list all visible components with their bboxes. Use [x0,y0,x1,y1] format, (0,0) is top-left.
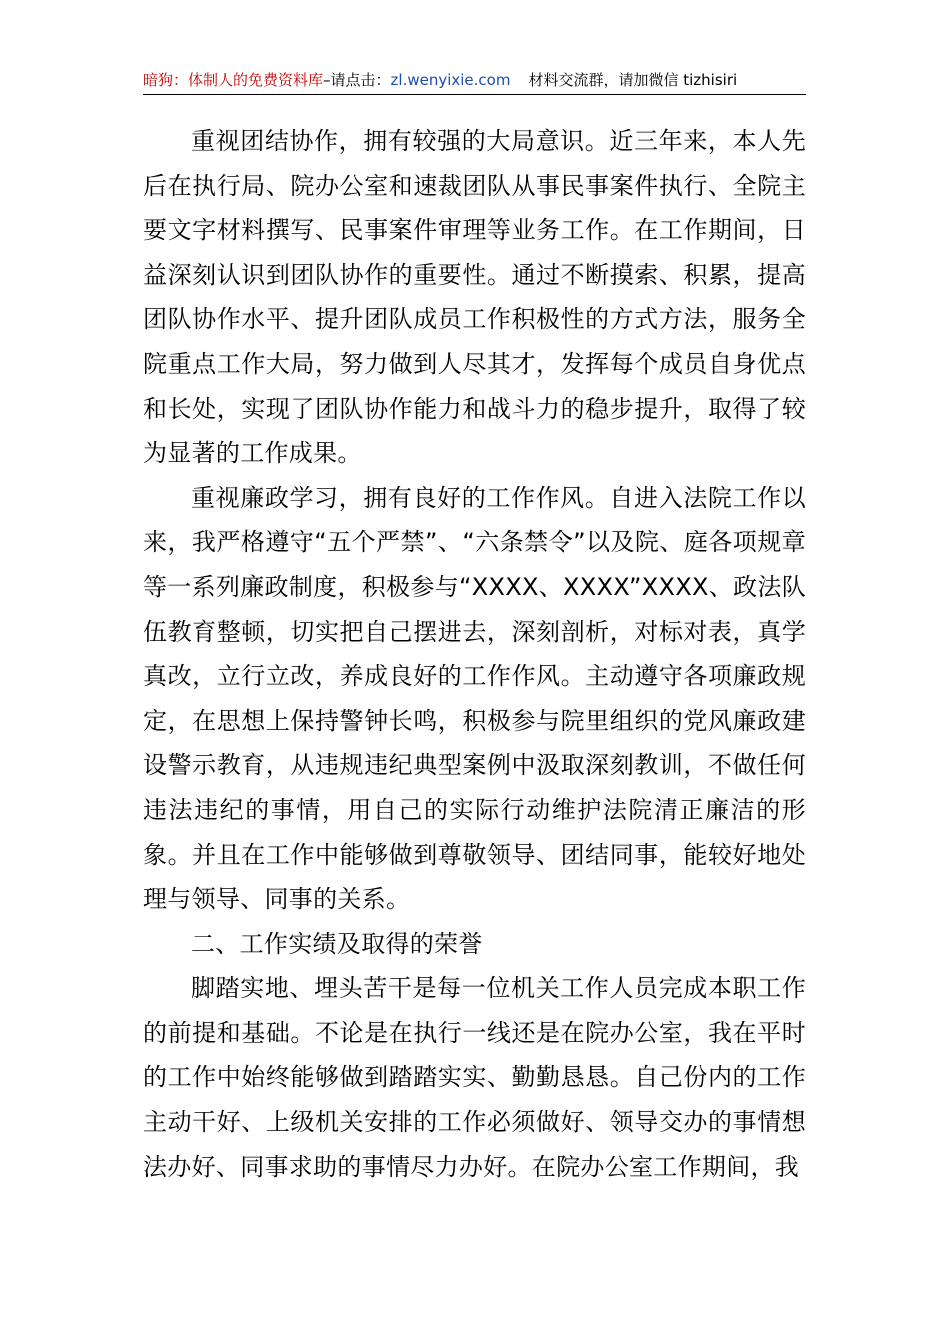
document-body [143,119,806,1189]
header-url-link[interactable]: zl.wenyixie.com [390,71,511,89]
section-heading-achievements: 二、工作实绩及取得的荣誉 [191,929,483,958]
paragraph-integrity: 重视廉政学习，拥有良好的工作作风。自进入法院工作以来，我严格遵守“五个严禁”、“六条禁令”以及院、庭各项规章等一系列廉政制度，积极参与“XXXX、XXXX”XXXX、政法队伍教育整顿，切实把自己摆进去，深刻剖析，对标对表，真学真改，立行立改，养成良好的工作作风。主动遵守各项廉政规定，在思想上保持警钟长鸣，积极参与院里组织的党风廉政建设警示教育，从违规违纪典型案例中汲取深刻教训，不做任何违法违纪的事情，用自己的实际行动维护法院清正廉洁的形象。并且在工作中能够做到尊敬领导、团结同事，能较好地处理与领导、同事的关系。 [143,483,806,914]
paragraph-teamwork: 重视团结协作，拥有较强的大局意识。近三年来，本人先后在执行局、院办公室和速裁团队从事民事案件执行、全院主要文字材料撰写、民事案件审理等业务工作。在工作期间，日益深刻认识到团队协作的重要性。通过不断摸索、积累，提高团队协作水平、提升团队成员工作积极性的方式方法，服务全院重点工作大局，努力做到人尽其才，发挥每个成员自身优点和长处，实现了团队协作能力和战斗力的稳步提升，取得了较为显著的工作成果。 [143,127,806,468]
header-wechat-note: 材料交流群，请加微信 tizhisiri [528,71,738,89]
page-header [143,66,806,95]
header-site-title: 暗狗：体制人的免费资料库 [143,71,324,89]
paragraph-achievements: 脚踏实地、埋头苦干是每一位机关工作人员完成本职工作的前提和基础。不论是在执行一线还是在院办公室，我在平时的工作中始终能够做到踏踏实实、勤勤恳恳。自己份内的工作主动干好、上级机关安排的工作必须做好、领导交办的事情想法办好、同事求助的事情尽力办好。在院办公室工作期间，我 [143,974,806,1181]
header-click-prefix: –请点击： [323,71,391,89]
